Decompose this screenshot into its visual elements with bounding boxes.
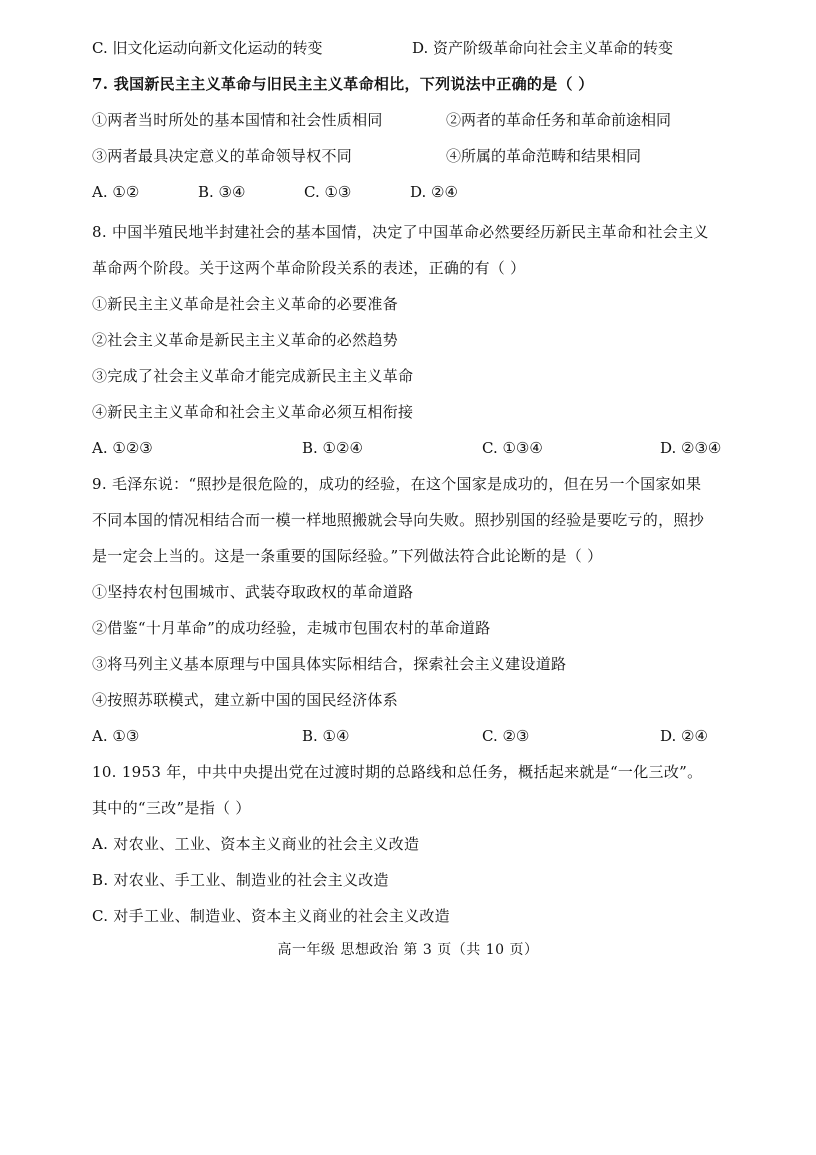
q8-stem-line-1: 8. 中国半殖民地半封建社会的基本国情，决定了中国革命必然要经历新民主革命和社会主义 (92, 223, 709, 241)
q7-option-b: B. ③④ (198, 183, 246, 201)
q10-option-a: A. 对农业、工业、资本主义商业的社会主义改造 (92, 835, 420, 853)
q9-statement-2: ②借鉴“十月革命”的成功经验，走城市包围农村的革命道路 (92, 619, 491, 637)
q8-option-a: A. ①②③ (92, 439, 153, 457)
q9-statement-1: ①坚持农村包围城市、武装夺取政权的革命道路 (92, 583, 414, 601)
q8-statement-1: ①新民主主义革命是社会主义革命的必要准备 (92, 295, 399, 313)
q10-option-b: B. 对农业、手工业、制造业的社会主义改造 (92, 871, 389, 889)
q7-option-d: D. ②④ (410, 183, 458, 201)
page-footer: 高一年级 思想政治 第 3 页（共 10 页） (277, 942, 539, 958)
q7-statement-2: ②两者的革命任务和革命前途相同 (446, 111, 672, 129)
q8-stem-line-2: 革命两个阶段。关于这两个革命阶段关系的表述，正确的有（ ） (92, 259, 526, 277)
q8-option-c: C. ①③④ (482, 439, 543, 457)
q9-option-d: D. ②④ (660, 727, 708, 745)
q9-stem-line-1: 9. 毛泽东说：“照抄是很危险的，成功的经验，在这个国家是成功的，但在另一个国家如果 (92, 475, 702, 493)
q9-option-b: B. ①④ (302, 727, 350, 745)
q8-statement-4: ④新民主主义革命和社会主义革命必须互相衔接 (92, 403, 414, 421)
q7-option-c: C. ①③ (304, 183, 352, 201)
prev-option-c: C. 旧文化运动向新文化运动的转变 (92, 39, 323, 57)
q7-statement-1: ①两者当时所处的基本国情和社会性质相同 (92, 111, 383, 129)
q9-option-c: C. ②③ (482, 727, 530, 745)
q9-stem-line-2: 不同本国的情况相结合而一模一样地照搬就会导向失败。照抄别国的经验是要吃亏的，照抄 (92, 511, 705, 529)
q8-option-d: D. ②③④ (660, 439, 722, 457)
q7-statement-3: ③两者最具决定意义的革命领导权不同 (92, 147, 353, 165)
prev-option-d: D. 资产阶级革命向社会主义革命的转变 (412, 39, 674, 57)
q8-option-b: B. ①②④ (302, 439, 363, 457)
q7-option-a: A. ①② (92, 183, 140, 201)
q9-stem-line-3: 是一定会上当的。这是一条重要的国际经验。”下列做法符合此论断的是（ ） (92, 547, 603, 565)
q10-stem-line-1: 10. 1953 年，中共中央提出党在过渡时期的总路线和总任务，概括起来就是“一化三改”。 (92, 763, 703, 781)
q9-statement-3: ③将马列主义基本原理与中国具体实际相结合，探索社会主义建设道路 (92, 655, 567, 673)
q8-statement-3: ③完成了社会主义革命才能完成新民主主义革命 (92, 367, 414, 385)
q7-statement-4: ④所属的革命范畴和结果相同 (446, 147, 642, 165)
q8-statement-2: ②社会主义革命是新民主主义革命的必然趋势 (92, 331, 399, 349)
q9-option-a: A. ①③ (92, 727, 140, 745)
q7-stem: 7. 我国新民主主义革命与旧民主主义革命相比，下列说法中正确的是（ ） (92, 75, 594, 93)
q9-statement-4: ④按照苏联模式，建立新中国的国民经济体系 (92, 691, 399, 709)
q10-stem-line-2: 其中的“三改”是指（ ） (92, 799, 251, 817)
q10-option-c: C. 对手工业、制造业、资本主义商业的社会主义改造 (92, 907, 450, 925)
